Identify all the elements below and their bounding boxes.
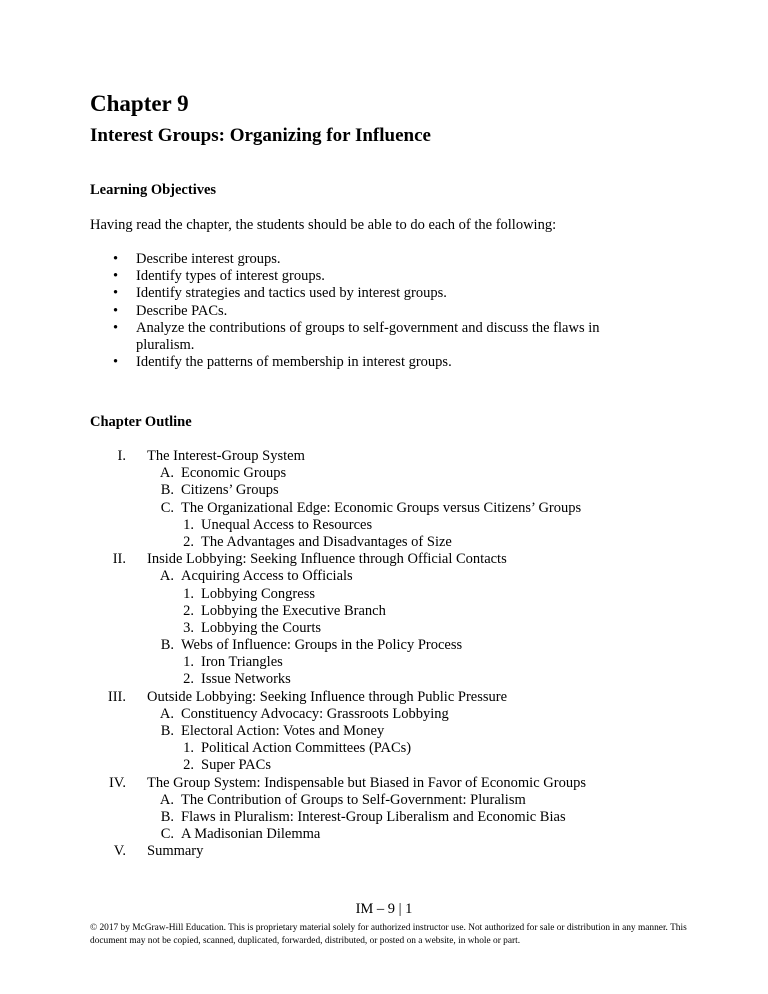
outline-item bbox=[90, 448, 690, 465]
outline-marker: 1. bbox=[183, 740, 194, 757]
objective-item bbox=[90, 285, 650, 302]
outline-item bbox=[90, 689, 690, 706]
outline-marker: I. bbox=[117, 448, 126, 464]
outline-item bbox=[90, 637, 690, 654]
chapter-title: Chapter 9 bbox=[90, 91, 189, 116]
outline-text: The Organizational Edge: Economic Groups versus Citizens’ Groups bbox=[181, 499, 582, 516]
outline-item bbox=[90, 568, 690, 585]
outline-marker: V. bbox=[113, 843, 126, 860]
objective-item bbox=[90, 251, 650, 268]
outline-text: The Contribution of Groups to Self-Government: Pluralism bbox=[181, 791, 526, 808]
bullet-icon: • bbox=[113, 354, 119, 371]
outline-marker: A. bbox=[159, 705, 174, 722]
outline-item bbox=[90, 757, 690, 774]
chapter-outline-heading: Chapter Outline bbox=[90, 414, 192, 430]
outline-item bbox=[90, 517, 690, 534]
outline-marker: B. bbox=[160, 808, 174, 825]
outline-text: Issue Networks bbox=[201, 671, 291, 688]
outline-item bbox=[90, 465, 690, 482]
outline-marker: 1. bbox=[183, 516, 194, 533]
outline-item bbox=[90, 586, 690, 603]
outline-text: Acquiring Access to Officials bbox=[181, 568, 353, 585]
outline-item bbox=[90, 843, 690, 860]
outline-item bbox=[90, 551, 690, 568]
outline-marker: 1. bbox=[183, 585, 194, 602]
outline-text: Flaws in Pluralism: Interest-Group Liberalism and Economic Bias bbox=[181, 808, 566, 825]
objective-text: Identify the patterns of membership in interest groups. bbox=[136, 354, 452, 371]
objective-text: Describe interest groups. bbox=[136, 251, 281, 267]
outline-marker: B. bbox=[160, 637, 174, 654]
outline-text: The Group System: Indispensable but Biased in Favor of Economic Groups bbox=[147, 774, 586, 791]
outline-item bbox=[90, 500, 690, 517]
learning-objectives-heading: Learning Objectives bbox=[90, 182, 217, 198]
objective-item bbox=[90, 320, 650, 354]
bullet-icon: • bbox=[113, 285, 119, 302]
outline-text: Iron Triangles bbox=[201, 654, 283, 671]
outline-text: A Madisonian Dilemma bbox=[181, 826, 321, 843]
objective-text: Identify strategies and tactics used by interest groups. bbox=[136, 285, 447, 302]
outline-text: Political Action Committees (PACs) bbox=[201, 740, 412, 757]
objective-item bbox=[90, 354, 650, 371]
outline-text: The Advantages and Disadvantages of Size bbox=[201, 533, 452, 550]
outline-item bbox=[90, 671, 690, 688]
outline-item bbox=[90, 809, 690, 826]
outline-text: Outside Lobbying: Seeking Influence through Public Pressure bbox=[147, 688, 508, 705]
outline-marker: C. bbox=[160, 499, 174, 516]
chapter-outline bbox=[90, 448, 690, 861]
outline-text: The Interest-Group System bbox=[147, 448, 305, 464]
outline-text: Citizens’ Groups bbox=[181, 482, 279, 499]
outline-marker: A. bbox=[159, 791, 174, 808]
outline-item bbox=[90, 706, 690, 723]
outline-item bbox=[90, 826, 690, 843]
outline-item bbox=[90, 740, 690, 757]
outline-marker: 3. bbox=[183, 619, 194, 636]
outline-text: Economic Groups bbox=[181, 465, 287, 482]
outline-marker: II. bbox=[112, 551, 126, 568]
outline-text: Webs of Influence: Groups in the Policy Process bbox=[181, 637, 463, 654]
outline-text: Constituency Advocacy: Grassroots Lobbying bbox=[181, 705, 449, 722]
outline-item bbox=[90, 723, 690, 740]
outline-marker: 2. bbox=[183, 671, 194, 688]
bullet-icon: • bbox=[113, 302, 119, 319]
outline-item bbox=[90, 603, 690, 620]
objective-item bbox=[90, 303, 650, 320]
objectives-intro: Having read the chapter, the students should be able to do each of the following: bbox=[90, 217, 557, 233]
outline-marker: A. bbox=[159, 568, 174, 585]
outline-text: Lobbying the Courts bbox=[201, 619, 322, 636]
objective-text: Analyze the contributions of groups to self-government and discuss the flaws in pluralism. bbox=[136, 319, 600, 354]
bullet-icon: • bbox=[113, 319, 119, 336]
objective-item bbox=[90, 268, 650, 285]
copyright-notice: © 2017 by McGraw-Hill Education. This is proprietary material solely for authorized instructor use. Not authorized for sale or distribution in any manner. This document may not be copied, scanned, duplicated, forwarded, distributed, or posted on a website, in whole or part. bbox=[90, 923, 687, 946]
outline-marker: B. bbox=[160, 482, 174, 499]
outline-marker: IV. bbox=[108, 774, 126, 791]
bullet-icon: • bbox=[113, 251, 119, 267]
outline-marker: 1. bbox=[183, 654, 194, 671]
objectives-list bbox=[90, 251, 650, 371]
outline-text: Electoral Action: Votes and Money bbox=[181, 723, 385, 739]
outline-item bbox=[90, 534, 690, 551]
outline-marker: 2. bbox=[183, 757, 194, 774]
outline-text: Summary bbox=[147, 843, 204, 860]
objective-text: Identify types of interest groups. bbox=[136, 268, 325, 285]
outline-text: Inside Lobbying: Seeking Influence through Official Contacts bbox=[147, 551, 507, 568]
outline-item bbox=[90, 775, 690, 792]
outline-item bbox=[90, 654, 690, 671]
bullet-icon: • bbox=[113, 268, 119, 285]
outline-item bbox=[90, 620, 690, 637]
outline-marker: 2. bbox=[183, 533, 194, 550]
outline-marker: B. bbox=[160, 723, 174, 739]
chapter-subtitle: Interest Groups: Organizing for Influence bbox=[90, 125, 431, 146]
outline-marker: A. bbox=[159, 465, 174, 482]
page-number: IM – 9 | 1 bbox=[355, 901, 413, 917]
outline-marker: 2. bbox=[183, 602, 194, 619]
objective-text: Describe PACs. bbox=[136, 302, 228, 319]
outline-item bbox=[90, 482, 690, 499]
outline-text: Super PACs bbox=[201, 757, 271, 774]
outline-text: Lobbying the Executive Branch bbox=[201, 602, 386, 619]
outline-marker: C. bbox=[160, 826, 174, 843]
outline-text: Unequal Access to Resources bbox=[201, 516, 373, 533]
outline-item bbox=[90, 792, 690, 809]
outline-text: Lobbying Congress bbox=[201, 585, 315, 602]
outline-marker: III. bbox=[107, 688, 126, 705]
